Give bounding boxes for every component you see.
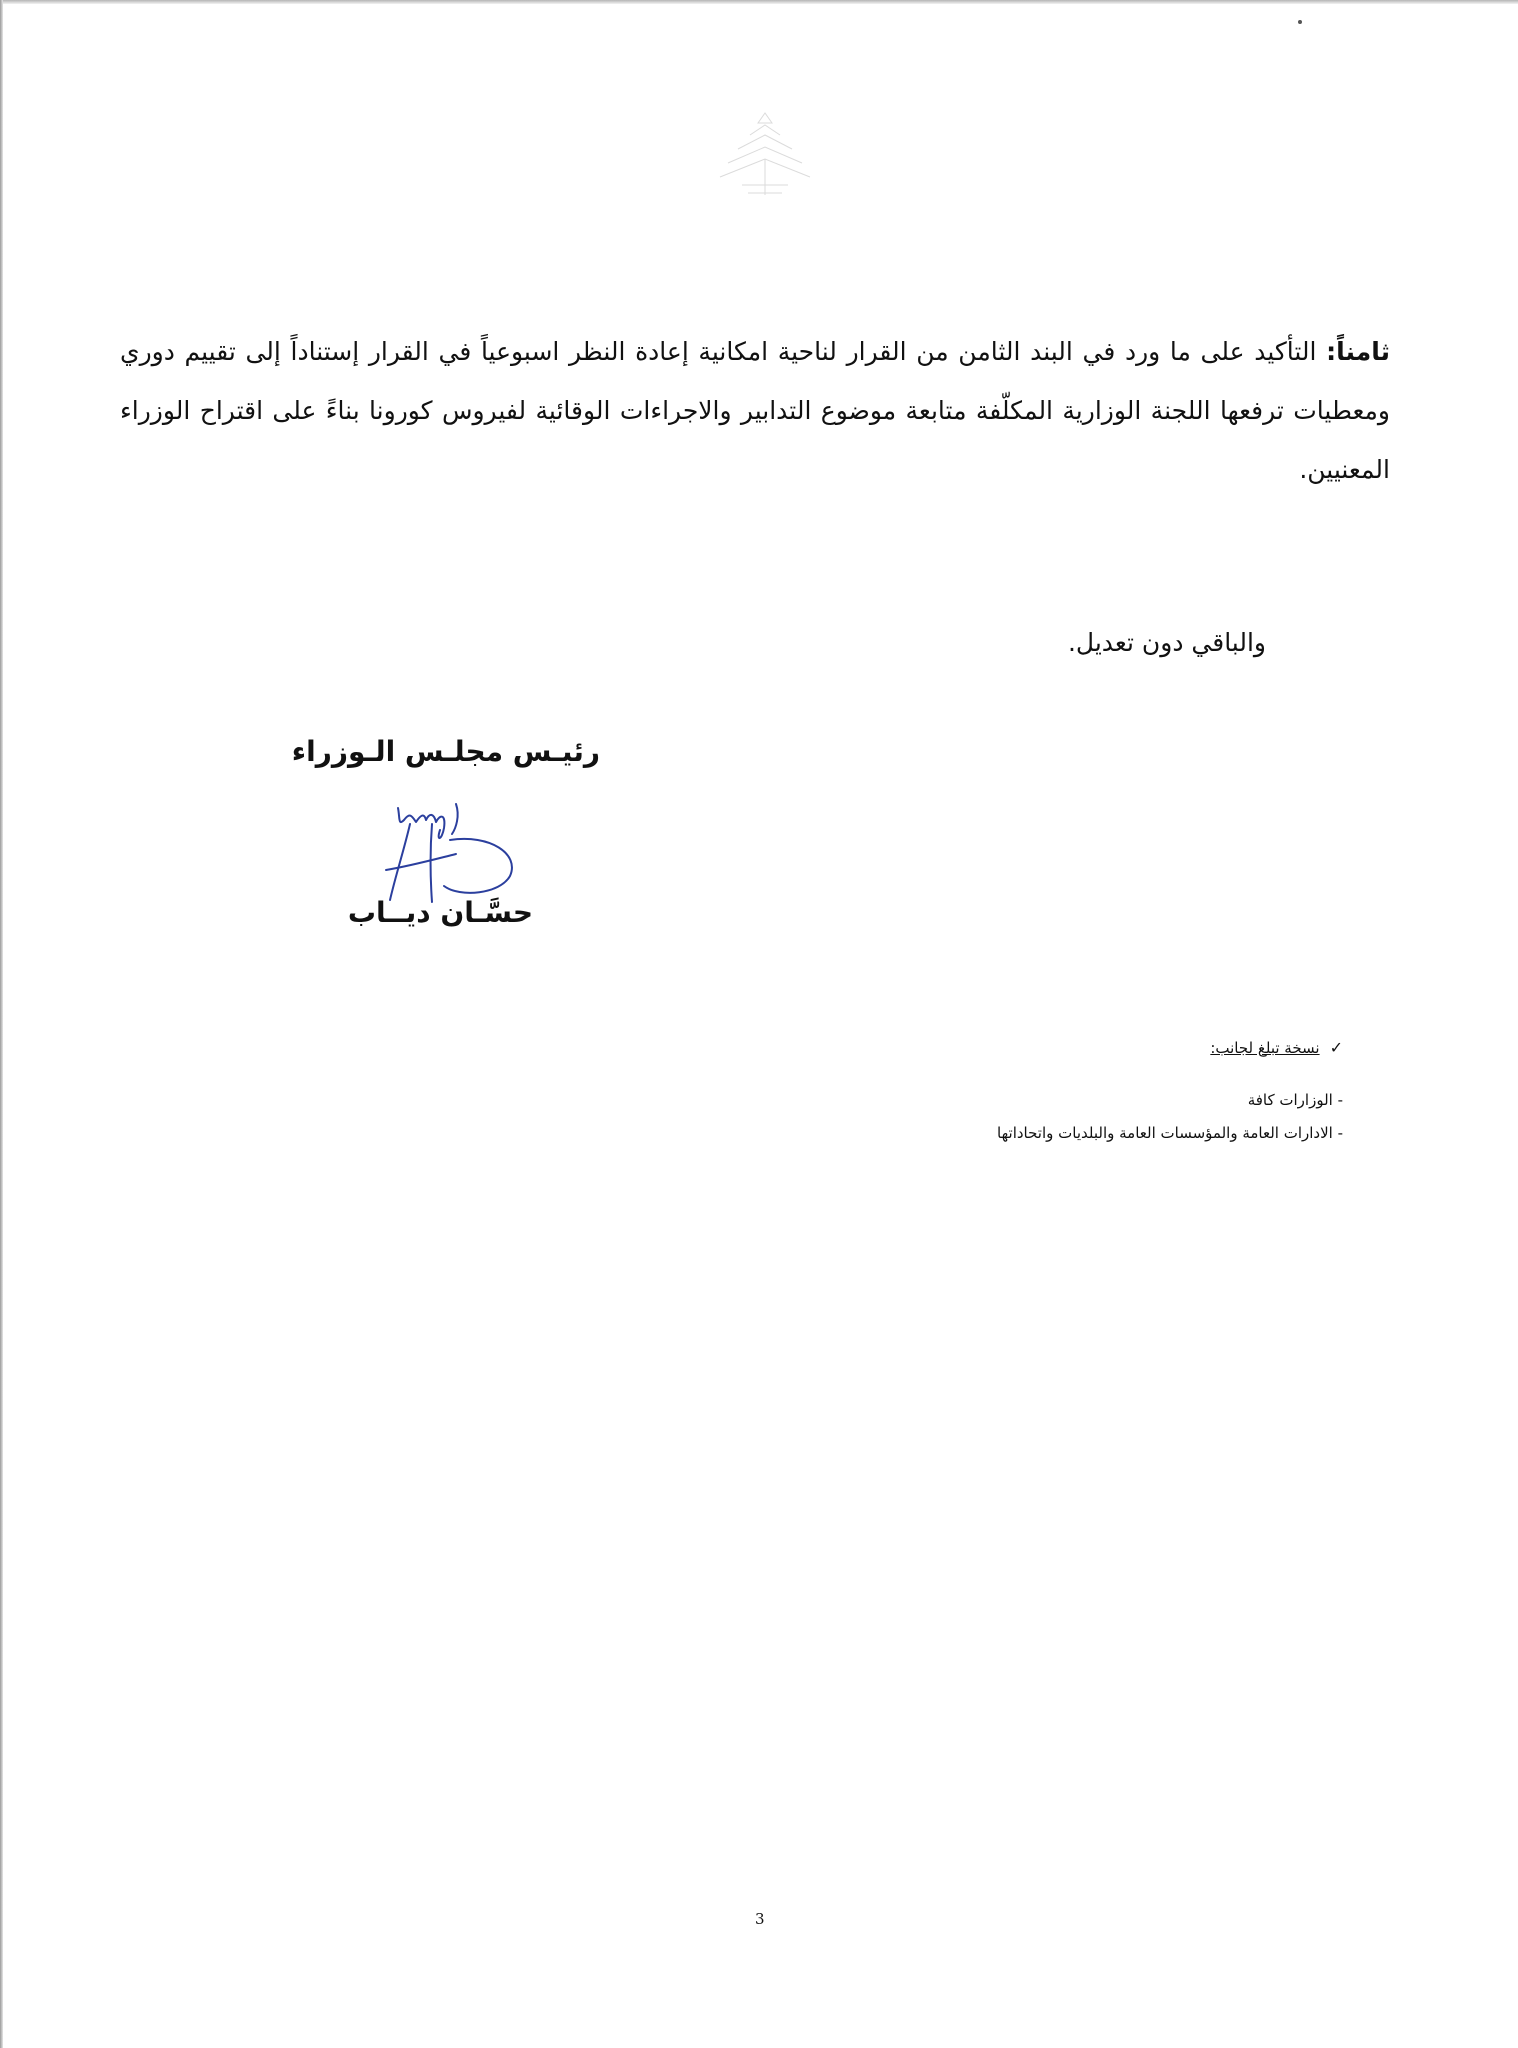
copy-header [997, 1038, 1343, 1057]
copy-to-block [997, 1038, 1343, 1157]
cedar-emblem-watermark-icon [690, 105, 840, 205]
signatory-name: حسَّـان ديــاب [347, 896, 533, 929]
decision-clause-eighth [120, 322, 1390, 499]
scan-speck [1298, 20, 1302, 24]
scan-edge-top [0, 0, 1518, 4]
handwritten-signature [360, 790, 540, 910]
checkmark-icon: ✓ [1329, 1038, 1343, 1057]
copy-label: نسخة تبلغ لجانب: [1210, 1038, 1320, 1057]
recipient-item: - الوزارات كافة [1247, 1091, 1343, 1109]
scan-edge-left [0, 0, 3, 2048]
recipient-item: - الادارات العامة والمؤسسات العامة والبلديات واتحاداتها [997, 1124, 1343, 1142]
page-number: 3 [755, 1910, 765, 1928]
signatory-title: رئيـس مجلـس الـوزراء [291, 735, 600, 768]
clause-text: التأكيد على ما ورد في البند الثامن من القرار لناحية امكانية إعادة النظر اسبوعياً في القرار إستناداً إلى تقييم دوري ومعطيات ترفعها اللجنة الوزارية المكلّفة متابعة موضوع التدابير والاجراءات الوقائية لفيروس كورونا بناءً على اقتراح الوزراء المعنيين. [120, 337, 1390, 484]
clause-lead: ثامناً: [1326, 337, 1390, 366]
recipient-list [997, 1091, 1343, 1142]
remaining-unchanged-note: والباقي دون تعديل. [1067, 628, 1266, 657]
